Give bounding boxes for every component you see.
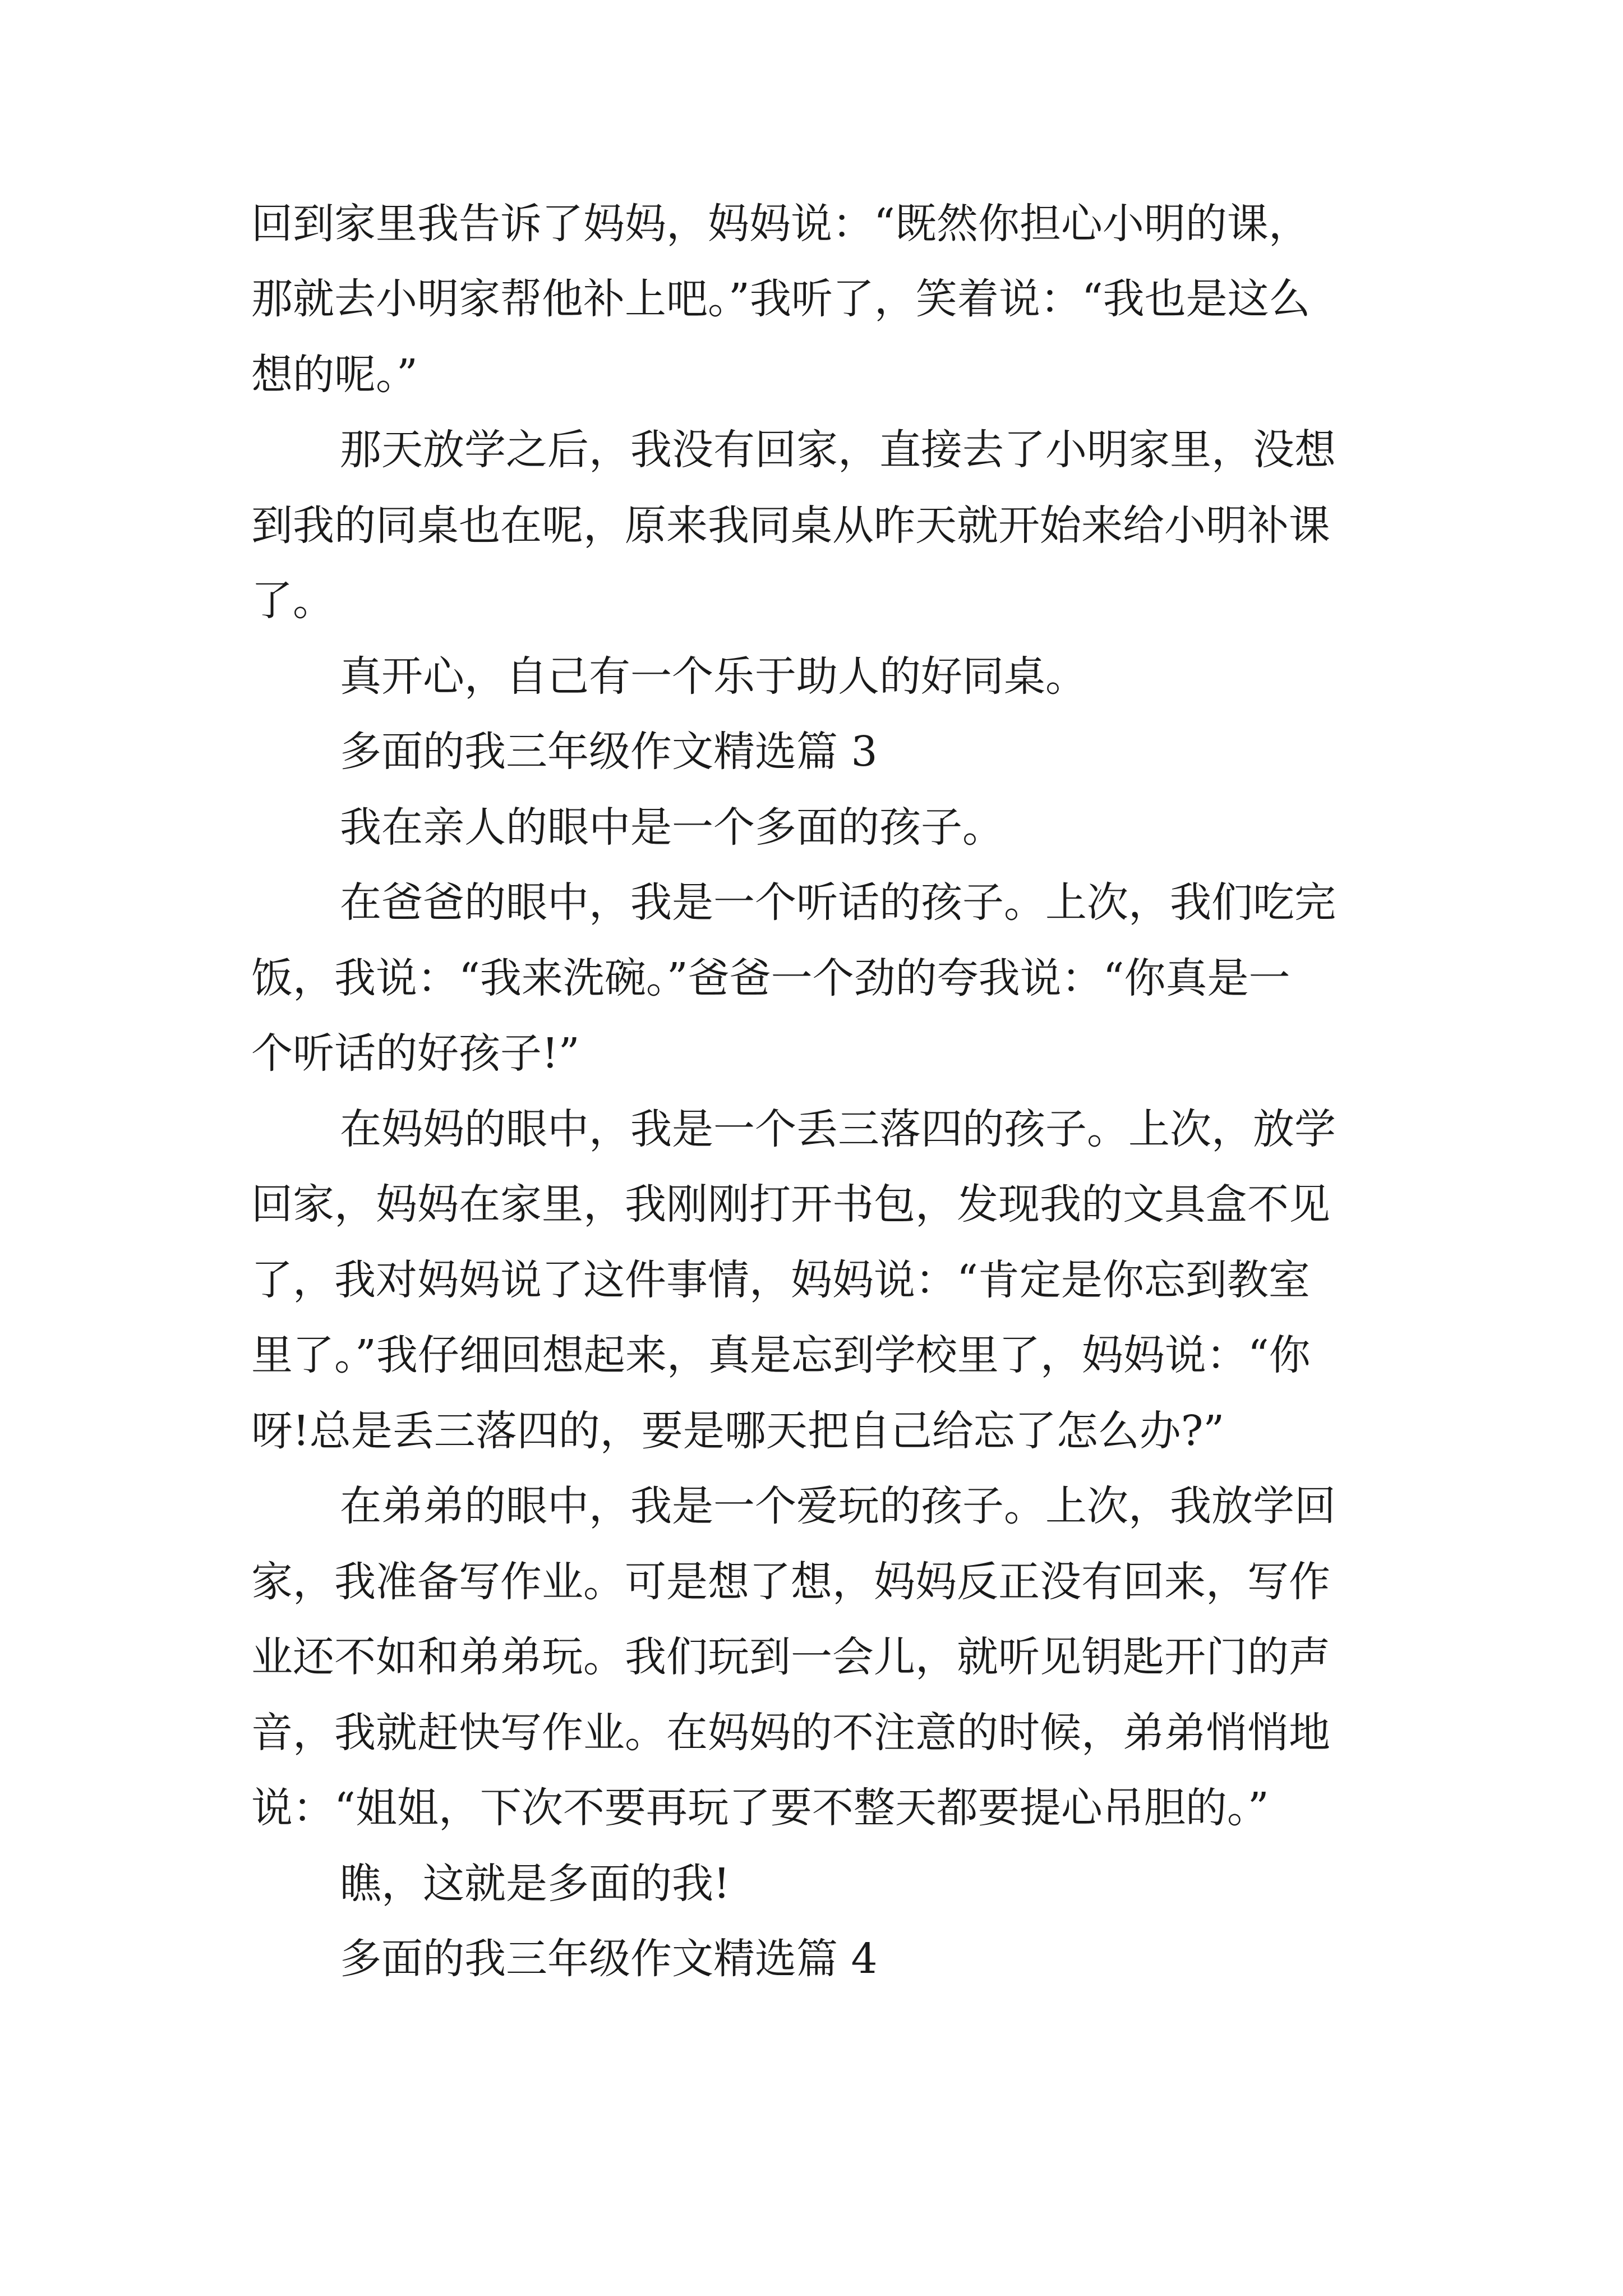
section-heading: 多面的我三年级作文精选篇 4 <box>340 1935 878 1983</box>
text-line: 了。 <box>251 577 334 625</box>
section-heading: 多面的我三年级作文精选篇 3 <box>340 728 878 776</box>
text-line: 个听话的好孩子!” <box>251 1029 580 1078</box>
paragraph-start-line: 在弟弟的眼中，我是一个爱玩的孩子。上次，我放学回 <box>340 1482 1336 1530</box>
paragraph-start-line: 在妈妈的眼中，我是一个丢三落四的孩子。上次，放学 <box>340 1105 1336 1153</box>
text-line: 回家，妈妈在家里，我刚刚打开书包，发现我的文具盒不见 <box>251 1180 1330 1228</box>
text-line: 音，我就赶快写作业。在妈妈的不注意的时候，弟弟悄悄地 <box>251 1709 1330 1757</box>
text-line: 呀!总是丢三落四的，要是哪天把自己给忘了怎么办?” <box>251 1407 1225 1455</box>
text-line: 业还不如和弟弟玩。我们玩到一会儿，就听见钥匙开门的声 <box>251 1633 1330 1681</box>
text-line: 想的呢。” <box>251 351 418 399</box>
text-line: 饭，我说：“我来洗碗。”爸爸一个劲的夸我说：“你真是一 <box>251 954 1290 1002</box>
text-line: 里了。”我仔细回想起来，真是忘到学校里了，妈妈说：“你 <box>251 1331 1311 1379</box>
text-line: 了，我对妈妈说了这件事情，妈妈说：“肯定是你忘到教室 <box>251 1256 1310 1304</box>
paragraph-start-line: 在爸爸的眼中，我是一个听话的孩子。上次，我们吃完 <box>340 878 1336 927</box>
text-line: 到我的同桌也在呢，原来我同桌从昨天就开始来给小明补课 <box>251 501 1330 550</box>
text-line: 那就去小明家帮他补上吧。”我听了，笑着说：“我也是这么 <box>251 275 1311 323</box>
paragraph-start-line: 我在亲人的眼中是一个多面的孩子。 <box>340 803 1004 852</box>
text-line: 回到家里我告诉了妈妈，妈妈说：“既然你担心小明的课， <box>251 200 1310 248</box>
paragraph-start-line: 真开心，自己有一个乐于助人的好同桌。 <box>340 652 1087 701</box>
paragraph-start-line: 瞧，这就是多面的我! <box>340 1860 730 1908</box>
paragraph-start-line: 那天放学之后，我没有回家，直接去了小明家里，没想 <box>340 426 1336 474</box>
text-line: 家，我准备写作业。可是想了想，妈妈反正没有回来，写作 <box>251 1558 1330 1606</box>
text-line: 说：“姐姐，下次不要再玩了要不整天都要提心吊胆的。” <box>251 1784 1269 1832</box>
